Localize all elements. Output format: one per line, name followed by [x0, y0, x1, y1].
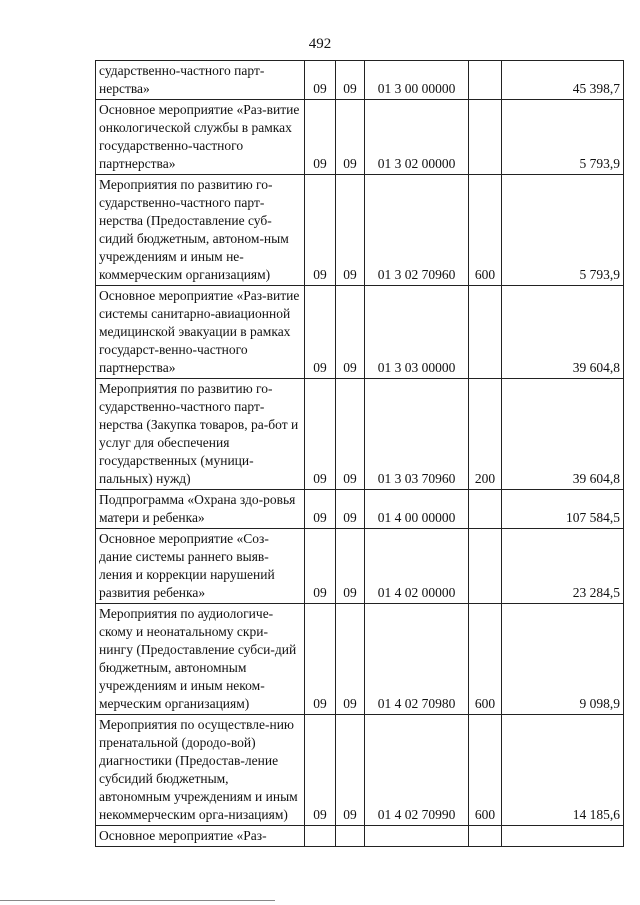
budget-table: [95, 60, 624, 847]
row-subsection-cell: 09: [336, 379, 365, 490]
row-expense-type-cell: 600: [469, 175, 502, 286]
row-section-cell: 09: [305, 379, 336, 490]
row-expense-type-cell: [469, 286, 502, 379]
row-expense-type-cell: 600: [469, 604, 502, 715]
row-target-code-cell: 01 3 03 00000: [365, 286, 469, 379]
row-subsection-cell: 09: [336, 175, 365, 286]
row-expense-type-cell: [469, 100, 502, 175]
row-subsection-cell: 09: [336, 100, 365, 175]
row-target-code-cell: 01 4 02 70980: [365, 604, 469, 715]
table-row: [96, 826, 624, 847]
page-number: 492: [308, 36, 332, 52]
row-expense-type-cell: 200: [469, 379, 502, 490]
row-amount-cell: 5 793,9: [502, 100, 624, 175]
row-name-cell: Основное мероприятие «Раз-витие онкологической службы в рамках государственно-частного партнерства»: [96, 100, 305, 175]
bottom-rule: [0, 900, 275, 901]
row-name-cell: сударственно-частного парт-нерства»: [96, 61, 305, 100]
row-name-cell: Основное мероприятие «Раз-витие системы санитарно-авиационной медицинской эвакуации в рамках государст-венно-частного партнерства»: [96, 286, 305, 379]
row-section-cell: [305, 826, 336, 847]
table-row: [96, 286, 624, 379]
budget-table-body: [96, 61, 624, 847]
row-section-cell: 09: [305, 529, 336, 604]
row-amount-cell: 39 604,8: [502, 286, 624, 379]
table-row: [96, 604, 624, 715]
row-amount-cell: 107 584,5: [502, 490, 624, 529]
row-section-cell: 09: [305, 286, 336, 379]
row-section-cell: 09: [305, 175, 336, 286]
row-target-code-cell: [365, 826, 469, 847]
row-target-code-cell: 01 3 03 70960: [365, 379, 469, 490]
row-target-code-cell: 01 4 02 00000: [365, 529, 469, 604]
row-name-cell: Основное мероприятие «Раз-: [96, 826, 305, 847]
row-section-cell: 09: [305, 100, 336, 175]
row-subsection-cell: 09: [336, 286, 365, 379]
row-amount-cell: 14 185,6: [502, 715, 624, 826]
table-row: [96, 379, 624, 490]
table-row: [96, 490, 624, 529]
row-section-cell: 09: [305, 490, 336, 529]
row-amount-cell: 5 793,9: [502, 175, 624, 286]
table-row: [96, 175, 624, 286]
row-amount-cell: 39 604,8: [502, 379, 624, 490]
row-expense-type-cell: [469, 529, 502, 604]
table-row: [96, 61, 624, 100]
row-name-cell: Мероприятия по развитию го-сударственно-частного парт-нерства (Предоставление суб-сидий бюджетным, автоном-ным учреждениям и иным не-коммерческим организациям): [96, 175, 305, 286]
row-target-code-cell: 01 4 00 00000: [365, 490, 469, 529]
row-name-cell: Основное мероприятие «Соз-дание системы раннего выяв-ления и коррекции нарушений развития ребенка»: [96, 529, 305, 604]
row-section-cell: 09: [305, 61, 336, 100]
row-expense-type-cell: [469, 490, 502, 529]
row-section-cell: 09: [305, 715, 336, 826]
row-expense-type-cell: [469, 61, 502, 100]
row-subsection-cell: 09: [336, 715, 365, 826]
row-target-code-cell: 01 3 02 70960: [365, 175, 469, 286]
row-name-cell: Мероприятия по осуществле-нию пренатальной (дородо-вой) диагностики (Предостав-ление субсидий бюджетным, автономным учреждениям и иным некоммерческим орга-низациям): [96, 715, 305, 826]
row-name-cell: Подпрограмма «Охрана здо-ровья матери и ребенка»: [96, 490, 305, 529]
row-subsection-cell: [336, 826, 365, 847]
table-row: [96, 529, 624, 604]
row-expense-type-cell: [469, 826, 502, 847]
row-amount-cell: 9 098,9: [502, 604, 624, 715]
row-target-code-cell: 01 3 00 00000: [365, 61, 469, 100]
row-subsection-cell: 09: [336, 490, 365, 529]
table-row: [96, 100, 624, 175]
row-amount-cell: [502, 826, 624, 847]
row-amount-cell: 45 398,7: [502, 61, 624, 100]
row-name-cell: Мероприятия по аудиологиче-скому и неонатальному скри-нингу (Предоставление субси-дий бюджетным, автономным учреждениям и иным неком-мерческим организациям): [96, 604, 305, 715]
row-amount-cell: 23 284,5: [502, 529, 624, 604]
row-target-code-cell: 01 3 02 00000: [365, 100, 469, 175]
row-subsection-cell: 09: [336, 61, 365, 100]
row-subsection-cell: 09: [336, 529, 365, 604]
row-subsection-cell: 09: [336, 604, 365, 715]
row-name-cell: Мероприятия по развитию го-сударственно-частного парт-нерства (Закупка товаров, ра-бот и услуг для обеспечения государственных (муници-пальных) нужд): [96, 379, 305, 490]
row-expense-type-cell: 600: [469, 715, 502, 826]
row-target-code-cell: 01 4 02 70990: [365, 715, 469, 826]
table-row: [96, 715, 624, 826]
row-section-cell: 09: [305, 604, 336, 715]
